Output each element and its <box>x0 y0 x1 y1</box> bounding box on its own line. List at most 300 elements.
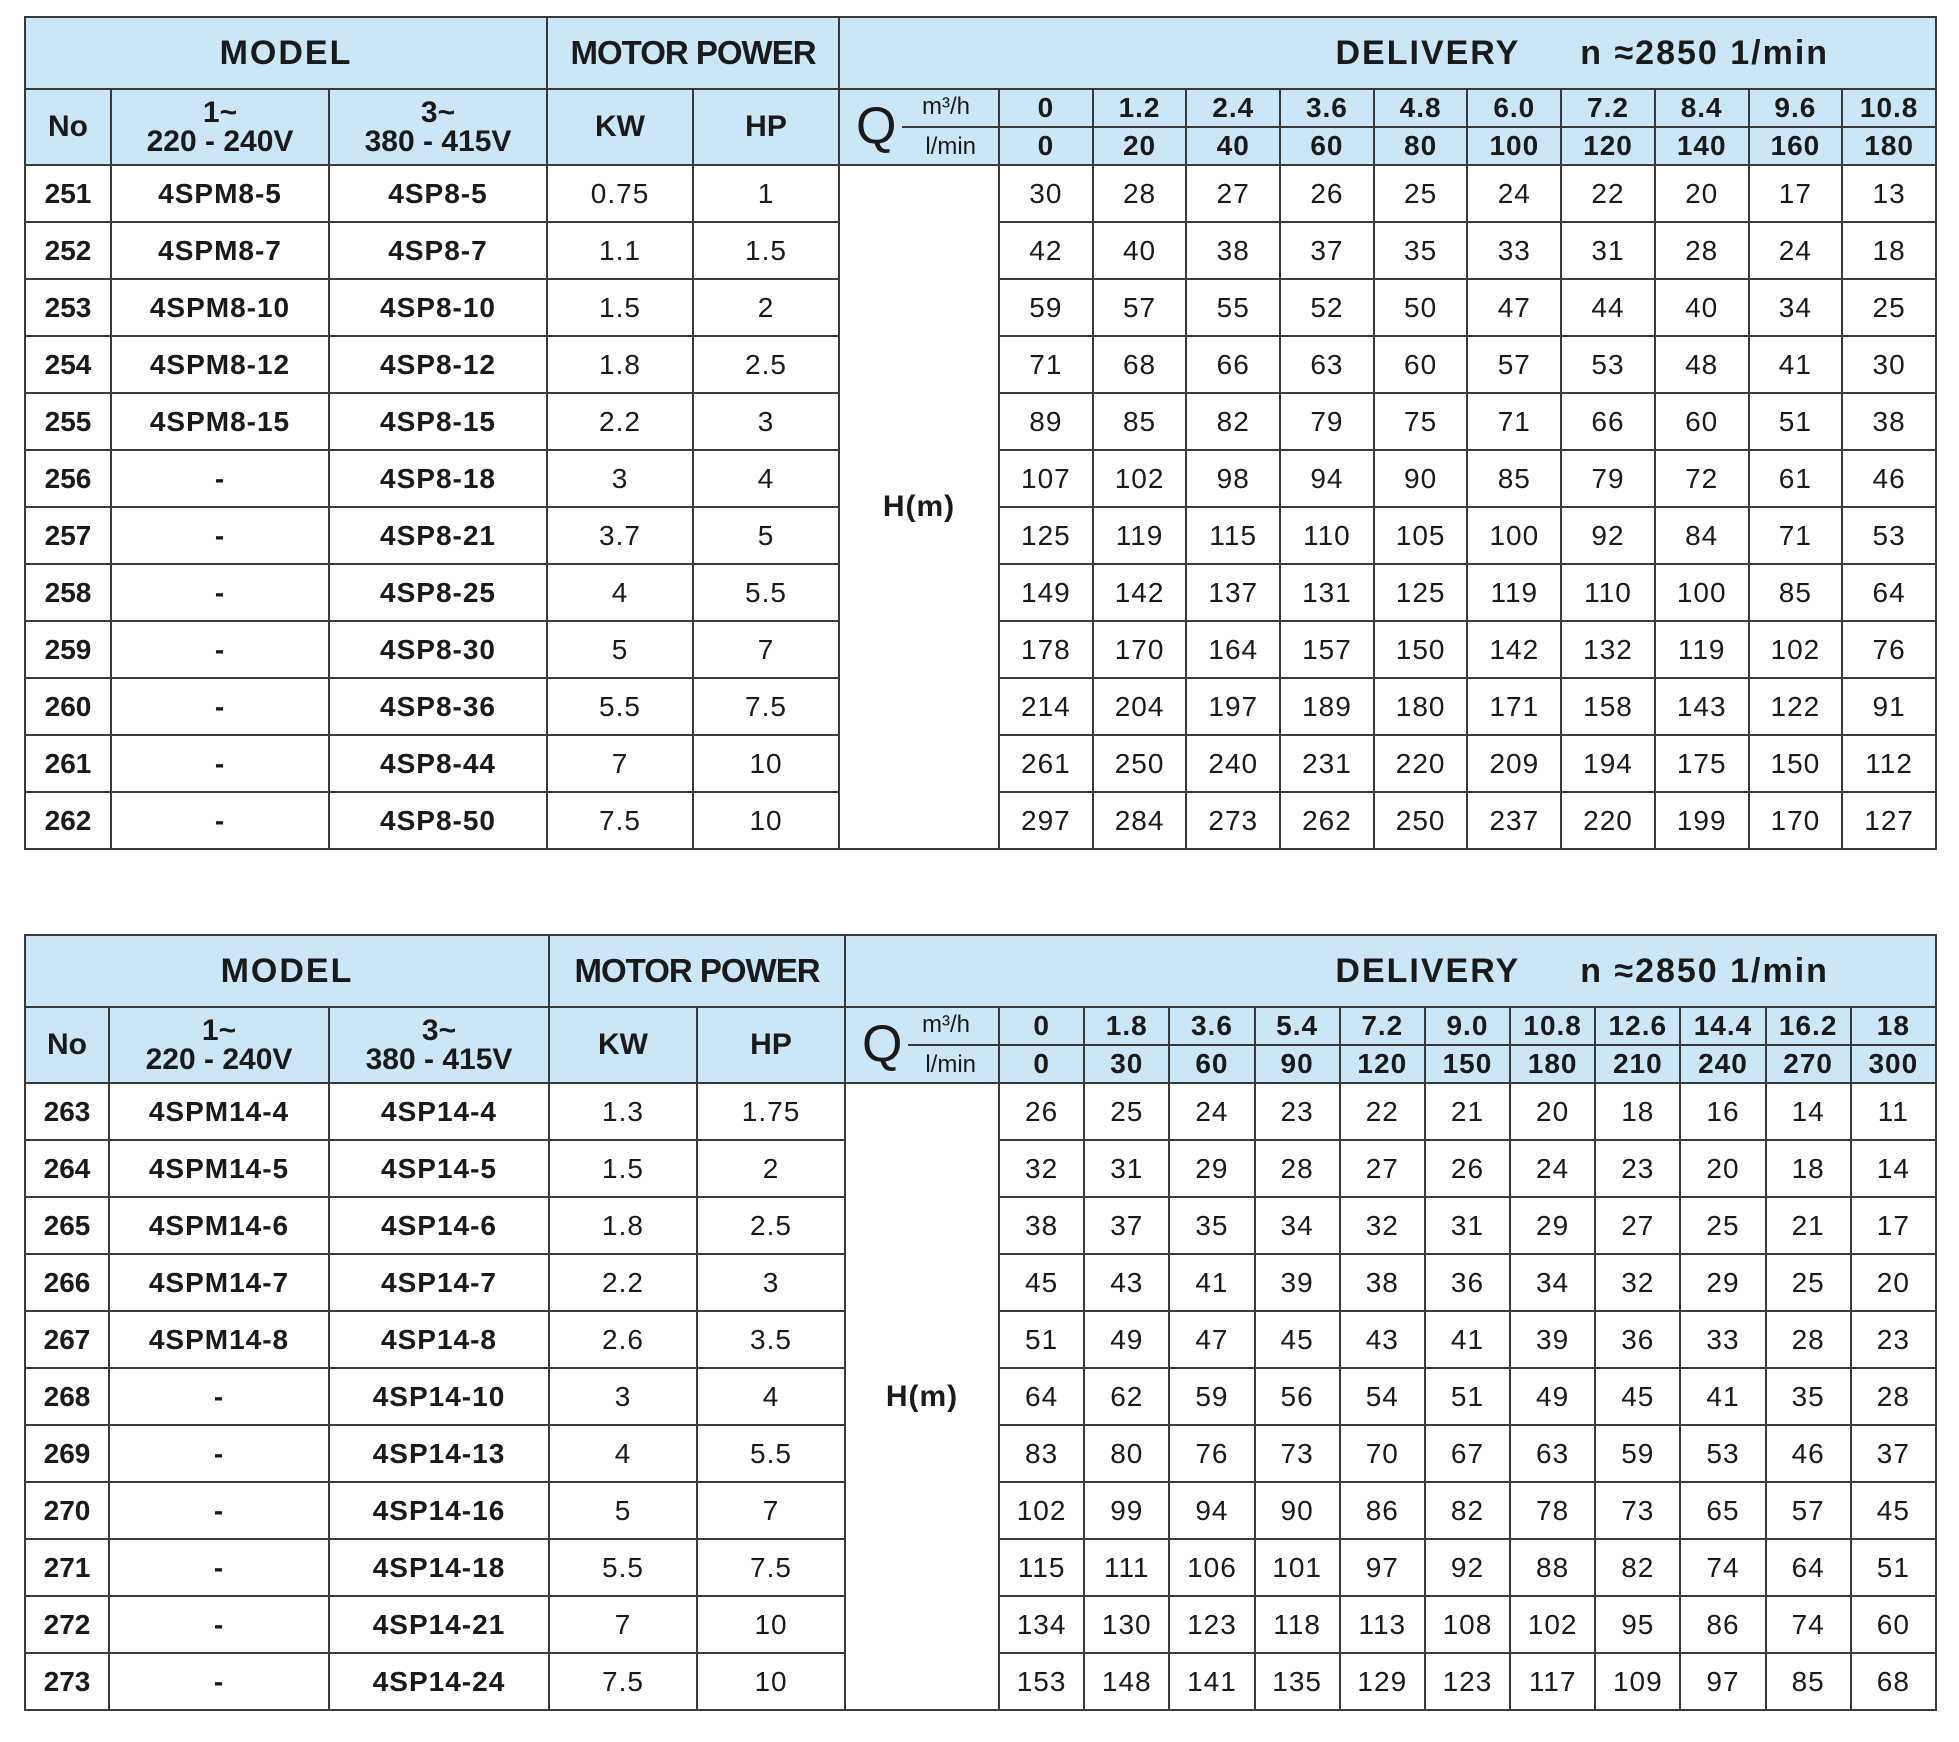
flow-lmin-value: 80 <box>1374 127 1468 165</box>
head-value: 65 <box>1680 1482 1765 1539</box>
three-phase-model: 4SP8-36 <box>329 678 547 735</box>
power-hp: 1.5 <box>693 222 839 279</box>
flow-lmin-value: 0 <box>999 127 1093 165</box>
power-kw: 3 <box>549 1368 697 1425</box>
flow-m3h-value: 7.2 <box>1340 1007 1425 1045</box>
head-value: 97 <box>1680 1653 1765 1710</box>
head-value: 13 <box>1842 165 1936 222</box>
head-value: 72 <box>1655 450 1749 507</box>
head-value: 170 <box>1093 621 1187 678</box>
single-phase-model: - <box>109 1368 329 1425</box>
power-hp: 5.5 <box>693 564 839 621</box>
single-phase-model: 4SPM8-10 <box>111 279 329 336</box>
head-value: 88 <box>1510 1539 1595 1596</box>
voltage-label: 380 - 415V <box>364 125 512 158</box>
head-value: 82 <box>1595 1539 1680 1596</box>
head-value: 189 <box>1280 678 1374 735</box>
head-value: 85 <box>1467 450 1561 507</box>
unit-m3h: m³/h <box>922 93 971 120</box>
head-value: 34 <box>1510 1254 1595 1311</box>
head-value: 153 <box>999 1653 1084 1710</box>
head-value: 73 <box>1595 1482 1680 1539</box>
head-value: 135 <box>1255 1653 1340 1710</box>
row-number: 268 <box>25 1368 109 1425</box>
single-phase-model: 4SPM8-15 <box>111 393 329 450</box>
head-value: 57 <box>1766 1482 1851 1539</box>
unit-m3h: m³/h <box>922 1011 971 1038</box>
three-phase-model: 4SP14-21 <box>329 1596 549 1653</box>
single-phase-model: - <box>109 1539 329 1596</box>
head-value: 53 <box>1561 336 1655 393</box>
head-value: 76 <box>1169 1425 1254 1482</box>
power-hp: 1 <box>693 165 839 222</box>
head-value: 209 <box>1467 735 1561 792</box>
kw-header: KW <box>549 1007 697 1083</box>
three-phase-header <box>329 1007 549 1083</box>
power-kw: 1.8 <box>549 1197 697 1254</box>
head-value: 237 <box>1467 792 1561 849</box>
power-hp: 7 <box>697 1482 845 1539</box>
flow-m3h-value: 1.8 <box>1084 1007 1169 1045</box>
head-value: 57 <box>1467 336 1561 393</box>
head-value: 49 <box>1084 1311 1169 1368</box>
single-phase-model: 4SPM8-5 <box>111 165 329 222</box>
three-phase-model: 4SP14-10 <box>329 1368 549 1425</box>
head-value: 26 <box>999 1083 1084 1140</box>
head-value: 89 <box>999 393 1093 450</box>
row-number: 270 <box>25 1482 109 1539</box>
head-value: 70 <box>1340 1425 1425 1482</box>
head-value: 175 <box>1655 735 1749 792</box>
head-value: 14 <box>1766 1083 1851 1140</box>
power-kw: 5 <box>547 621 693 678</box>
head-value: 28 <box>1093 165 1187 222</box>
head-value: 76 <box>1842 621 1936 678</box>
head-value: 149 <box>999 564 1093 621</box>
no-header: No <box>25 89 111 165</box>
row-number: 263 <box>25 1083 109 1140</box>
head-value: 150 <box>1749 735 1843 792</box>
head-value: 26 <box>1425 1140 1510 1197</box>
row-number: 262 <box>25 792 111 849</box>
power-kw: 1.3 <box>549 1083 697 1140</box>
head-value: 18 <box>1766 1140 1851 1197</box>
head-value: 31 <box>1084 1140 1169 1197</box>
head-value: 90 <box>1255 1482 1340 1539</box>
head-value: 37 <box>1084 1197 1169 1254</box>
single-phase-model: 4SPM14-4 <box>109 1083 329 1140</box>
flow-lmin-value: 120 <box>1340 1045 1425 1083</box>
head-value: 32 <box>999 1140 1084 1197</box>
head-value: 34 <box>1255 1197 1340 1254</box>
head-value: 59 <box>1169 1368 1254 1425</box>
head-value: 110 <box>1561 564 1655 621</box>
head-value: 20 <box>1851 1254 1936 1311</box>
single-phase-model: - <box>111 678 329 735</box>
head-value: 56 <box>1255 1368 1340 1425</box>
head-value: 24 <box>1510 1140 1595 1197</box>
head-value: 51 <box>1425 1368 1510 1425</box>
head-value: 158 <box>1561 678 1655 735</box>
head-value: 68 <box>1093 336 1187 393</box>
head-value: 60 <box>1655 393 1749 450</box>
head-value: 64 <box>1766 1539 1851 1596</box>
head-label: H(m) <box>845 1083 999 1710</box>
head-value: 47 <box>1169 1311 1254 1368</box>
head-value: 36 <box>1425 1254 1510 1311</box>
power-hp: 2.5 <box>697 1197 845 1254</box>
head-value: 199 <box>1655 792 1749 849</box>
power-hp: 7 <box>693 621 839 678</box>
flow-m3h-value: 0 <box>999 89 1093 127</box>
head-value: 29 <box>1680 1254 1765 1311</box>
head-value: 180 <box>1374 678 1468 735</box>
head-value: 61 <box>1749 450 1843 507</box>
head-value: 28 <box>1655 222 1749 279</box>
flow-lmin-value: 30 <box>1084 1045 1169 1083</box>
head-value: 51 <box>1749 393 1843 450</box>
phase-label: 3~ <box>421 1014 457 1047</box>
head-value: 131 <box>1280 564 1374 621</box>
head-value: 102 <box>1749 621 1843 678</box>
head-value: 92 <box>1425 1539 1510 1596</box>
head-value: 115 <box>999 1539 1084 1596</box>
head-value: 102 <box>1510 1596 1595 1653</box>
head-value: 99 <box>1084 1482 1169 1539</box>
three-phase-header <box>329 89 547 165</box>
head-value: 28 <box>1766 1311 1851 1368</box>
delivery-header <box>839 17 1936 89</box>
head-value: 220 <box>1374 735 1468 792</box>
head-value: 44 <box>1561 279 1655 336</box>
head-value: 130 <box>1084 1596 1169 1653</box>
three-phase-model: 4SP14-8 <box>329 1311 549 1368</box>
single-phase-header <box>109 1007 329 1083</box>
flow-lmin-value: 270 <box>1766 1045 1851 1083</box>
row-number: 261 <box>25 735 111 792</box>
row-number: 256 <box>25 450 111 507</box>
head-value: 46 <box>1842 450 1936 507</box>
delivery-label: DELIVERY <box>1335 33 1521 72</box>
head-value: 23 <box>1255 1083 1340 1140</box>
head-value: 86 <box>1340 1482 1425 1539</box>
single-phase-model: - <box>111 564 329 621</box>
three-phase-model: 4SP14-13 <box>329 1425 549 1482</box>
single-phase-model: - <box>111 792 329 849</box>
power-kw: 5.5 <box>549 1539 697 1596</box>
flow-m3h-value: 4.8 <box>1374 89 1468 127</box>
flow-lmin-value: 180 <box>1510 1045 1595 1083</box>
three-phase-model: 4SP8-10 <box>329 279 547 336</box>
rated-speed: n ≈2850 1/min <box>1580 33 1830 72</box>
flow-m3h-value: 9.0 <box>1425 1007 1510 1045</box>
head-value: 60 <box>1851 1596 1936 1653</box>
power-hp: 2 <box>697 1140 845 1197</box>
power-kw: 3 <box>547 450 693 507</box>
single-phase-model: - <box>111 450 329 507</box>
head-value: 123 <box>1169 1596 1254 1653</box>
head-value: 45 <box>1595 1368 1680 1425</box>
head-value: 98 <box>1186 450 1280 507</box>
head-value: 91 <box>1842 678 1936 735</box>
head-value: 148 <box>1084 1653 1169 1710</box>
single-phase-header <box>111 89 329 165</box>
phase-label: 1~ <box>201 1014 237 1047</box>
power-hp: 4 <box>697 1368 845 1425</box>
head-value: 53 <box>1680 1425 1765 1482</box>
head-value: 97 <box>1340 1539 1425 1596</box>
single-phase-model: - <box>109 1596 329 1653</box>
head-value: 54 <box>1340 1368 1425 1425</box>
head-value: 214 <box>999 678 1093 735</box>
flow-m3h-value: 12.6 <box>1595 1007 1680 1045</box>
power-hp: 3 <box>697 1254 845 1311</box>
flow-m3h-value: 18 <box>1851 1007 1936 1045</box>
no-header: No <box>25 1007 109 1083</box>
head-value: 106 <box>1169 1539 1254 1596</box>
flow-lmin-value: 100 <box>1467 127 1561 165</box>
head-value: 170 <box>1749 792 1843 849</box>
head-value: 59 <box>1595 1425 1680 1482</box>
model-header: MODEL <box>25 935 549 1007</box>
row-number: 260 <box>25 678 111 735</box>
flow-m3h-value: 5.4 <box>1255 1007 1340 1045</box>
power-hp: 7.5 <box>697 1539 845 1596</box>
flow-m3h-value: 0 <box>999 1007 1084 1045</box>
head-value: 38 <box>1186 222 1280 279</box>
row-number: 273 <box>25 1653 109 1710</box>
head-value: 68 <box>1851 1653 1936 1710</box>
three-phase-model: 4SP14-16 <box>329 1482 549 1539</box>
head-value: 49 <box>1510 1368 1595 1425</box>
head-value: 118 <box>1255 1596 1340 1653</box>
head-value: 82 <box>1186 393 1280 450</box>
voltage-label: 220 - 240V <box>146 125 294 158</box>
power-hp: 10 <box>693 792 839 849</box>
head-value: 71 <box>1467 393 1561 450</box>
power-kw: 7.5 <box>547 792 693 849</box>
three-phase-model: 4SP8-12 <box>329 336 547 393</box>
row-number: 259 <box>25 621 111 678</box>
head-value: 25 <box>1374 165 1468 222</box>
head-value: 119 <box>1093 507 1187 564</box>
head-value: 37 <box>1280 222 1374 279</box>
head-value: 240 <box>1186 735 1280 792</box>
head-value: 141 <box>1169 1653 1254 1710</box>
flow-lmin-value: 60 <box>1169 1045 1254 1083</box>
single-phase-model: - <box>111 735 329 792</box>
power-hp: 10 <box>697 1653 845 1710</box>
row-number: 255 <box>25 393 111 450</box>
power-hp: 5 <box>693 507 839 564</box>
head-value: 83 <box>999 1425 1084 1482</box>
head-value: 25 <box>1766 1254 1851 1311</box>
head-value: 31 <box>1425 1197 1510 1254</box>
row-number: 264 <box>25 1140 109 1197</box>
head-value: 20 <box>1680 1140 1765 1197</box>
head-value: 194 <box>1561 735 1655 792</box>
head-value: 119 <box>1467 564 1561 621</box>
flow-m3h-value: 3.6 <box>1169 1007 1254 1045</box>
head-value: 33 <box>1680 1311 1765 1368</box>
head-value: 95 <box>1595 1596 1680 1653</box>
head-value: 63 <box>1280 336 1374 393</box>
head-value: 52 <box>1280 279 1374 336</box>
three-phase-model: 4SP14-7 <box>329 1254 549 1311</box>
head-value: 113 <box>1340 1596 1425 1653</box>
delivery-header <box>845 935 1936 1007</box>
row-number: 251 <box>25 165 111 222</box>
head-value: 297 <box>999 792 1093 849</box>
head-value: 85 <box>1093 393 1187 450</box>
flow-lmin-value: 150 <box>1425 1045 1510 1083</box>
head-value: 38 <box>1340 1254 1425 1311</box>
head-value: 85 <box>1749 564 1843 621</box>
head-value: 100 <box>1655 564 1749 621</box>
head-value: 43 <box>1084 1254 1169 1311</box>
head-value: 250 <box>1374 792 1468 849</box>
head-value: 26 <box>1280 165 1374 222</box>
head-value: 63 <box>1510 1425 1595 1482</box>
row-number: 254 <box>25 336 111 393</box>
power-hp: 10 <box>693 735 839 792</box>
head-value: 32 <box>1340 1197 1425 1254</box>
head-value: 67 <box>1425 1425 1510 1482</box>
head-value: 64 <box>999 1368 1084 1425</box>
head-value: 125 <box>999 507 1093 564</box>
row-number: 265 <box>25 1197 109 1254</box>
head-value: 101 <box>1255 1539 1340 1596</box>
power-hp: 3.5 <box>697 1311 845 1368</box>
head-value: 50 <box>1374 279 1468 336</box>
flow-lmin-value: 40 <box>1186 127 1280 165</box>
row-number: 257 <box>25 507 111 564</box>
head-value: 27 <box>1340 1140 1425 1197</box>
head-value: 35 <box>1374 222 1468 279</box>
head-value: 18 <box>1595 1083 1680 1140</box>
motor-power-header: MOTOR POWER <box>549 935 845 1007</box>
phase-label: 3~ <box>420 96 456 129</box>
power-kw: 7.5 <box>549 1653 697 1710</box>
row-number: 272 <box>25 1596 109 1653</box>
three-phase-model: 4SP14-18 <box>329 1539 549 1596</box>
head-value: 46 <box>1766 1425 1851 1482</box>
row-number: 258 <box>25 564 111 621</box>
head-value: 51 <box>1851 1539 1936 1596</box>
head-value: 117 <box>1510 1653 1595 1710</box>
kw-header: KW <box>547 89 693 165</box>
head-value: 25 <box>1680 1197 1765 1254</box>
head-value: 143 <box>1655 678 1749 735</box>
three-phase-model: 4SP8-7 <box>329 222 547 279</box>
power-kw: 7 <box>549 1596 697 1653</box>
head-value: 73 <box>1255 1425 1340 1482</box>
head-value: 42 <box>999 222 1093 279</box>
head-value: 29 <box>1169 1140 1254 1197</box>
power-kw: 7 <box>547 735 693 792</box>
three-phase-model: 4SP8-21 <box>329 507 547 564</box>
flow-m3h-value: 7.2 <box>1561 89 1655 127</box>
head-value: 100 <box>1467 507 1561 564</box>
unit-lmin: l/min <box>925 1051 977 1078</box>
head-value: 261 <box>999 735 1093 792</box>
head-value: 41 <box>1425 1311 1510 1368</box>
three-phase-model: 4SP8-18 <box>329 450 547 507</box>
table-row <box>25 165 1936 222</box>
head-value: 86 <box>1680 1596 1765 1653</box>
flow-lmin-value: 300 <box>1851 1045 1936 1083</box>
head-value: 74 <box>1680 1539 1765 1596</box>
row-number: 271 <box>25 1539 109 1596</box>
head-value: 250 <box>1093 735 1187 792</box>
head-value: 119 <box>1655 621 1749 678</box>
head-value: 125 <box>1374 564 1468 621</box>
head-label: H(m) <box>839 165 999 849</box>
power-kw: 1.1 <box>547 222 693 279</box>
head-value: 24 <box>1169 1083 1254 1140</box>
head-value: 17 <box>1851 1197 1936 1254</box>
head-value: 164 <box>1186 621 1280 678</box>
head-value: 132 <box>1561 621 1655 678</box>
head-value: 75 <box>1374 393 1468 450</box>
head-value: 137 <box>1186 564 1280 621</box>
head-value: 80 <box>1084 1425 1169 1482</box>
row-number: 253 <box>25 279 111 336</box>
flow-lmin-value: 140 <box>1655 127 1749 165</box>
q-symbol: Q <box>862 1015 903 1073</box>
head-value: 62 <box>1084 1368 1169 1425</box>
power-kw: 5 <box>549 1482 697 1539</box>
head-value: 142 <box>1467 621 1561 678</box>
head-value: 102 <box>999 1482 1084 1539</box>
flow-m3h-value: 16.2 <box>1766 1007 1851 1045</box>
power-kw: 3.7 <box>547 507 693 564</box>
table-row <box>25 1083 1936 1140</box>
head-value: 157 <box>1280 621 1374 678</box>
head-value: 92 <box>1561 507 1655 564</box>
head-value: 284 <box>1093 792 1187 849</box>
single-phase-model: 4SPM8-7 <box>111 222 329 279</box>
power-kw: 0.75 <box>547 165 693 222</box>
head-value: 129 <box>1340 1653 1425 1710</box>
head-value: 45 <box>1851 1482 1936 1539</box>
single-phase-model: - <box>109 1482 329 1539</box>
three-phase-model: 4SP14-4 <box>329 1083 549 1140</box>
three-phase-model: 4SP8-50 <box>329 792 547 849</box>
head-value: 82 <box>1425 1482 1510 1539</box>
head-value: 171 <box>1467 678 1561 735</box>
head-value: 38 <box>1842 393 1936 450</box>
unit-lmin: l/min <box>925 133 977 160</box>
head-value: 21 <box>1766 1197 1851 1254</box>
head-value: 25 <box>1842 279 1936 336</box>
head-value: 64 <box>1842 564 1936 621</box>
power-kw: 4 <box>549 1425 697 1482</box>
head-value: 204 <box>1093 678 1187 735</box>
head-value: 90 <box>1374 450 1468 507</box>
performance-table-1 <box>24 16 1937 850</box>
hp-header: HP <box>693 89 839 165</box>
row-number: 267 <box>25 1311 109 1368</box>
flow-unit-header <box>845 1007 999 1083</box>
three-phase-model: 4SP14-24 <box>329 1653 549 1710</box>
head-value: 110 <box>1280 507 1374 564</box>
head-value: 22 <box>1340 1083 1425 1140</box>
flow-unit-header <box>839 89 999 165</box>
power-kw: 5.5 <box>547 678 693 735</box>
head-value: 178 <box>999 621 1093 678</box>
flow-lmin-value: 60 <box>1280 127 1374 165</box>
